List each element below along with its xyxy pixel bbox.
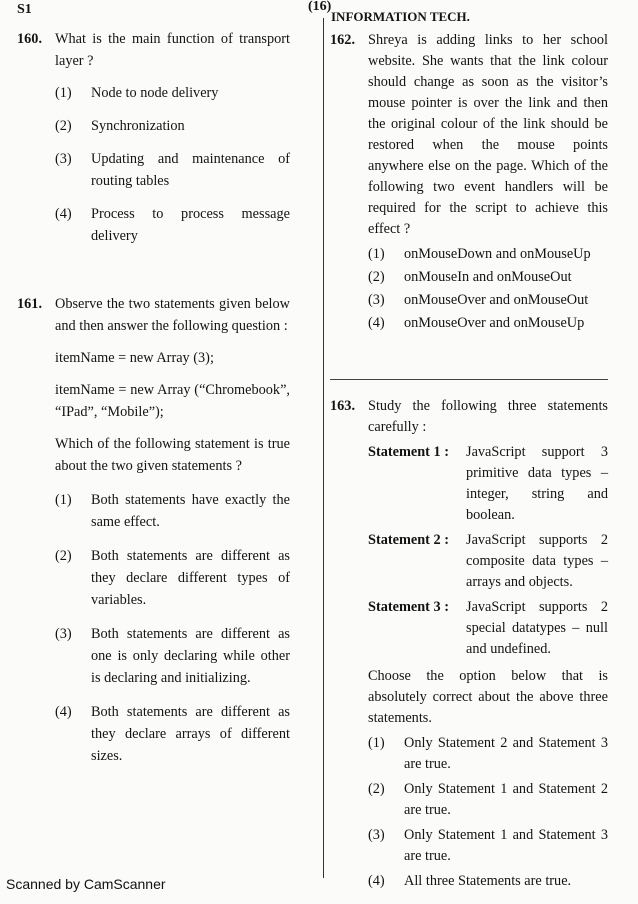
option: [55, 82, 290, 104]
statement-text: JavaScript supports 2 composite data types – arrays and objects.: [466, 532, 608, 590]
option-text: Updating and maintenance of routing tables: [91, 151, 290, 189]
option: [368, 779, 608, 821]
right-column-lower: [330, 396, 608, 904]
option-text: Both statements are different as they declare different types of variables.: [91, 548, 290, 608]
option-number: (1): [368, 735, 385, 751]
option: [368, 244, 608, 265]
option-number: (4): [55, 206, 72, 222]
option-number: (1): [55, 85, 72, 101]
option-text: onMouseIn and onMouseOut: [404, 269, 572, 285]
option-number: (2): [368, 269, 385, 285]
option: [368, 733, 608, 775]
option: [55, 623, 290, 689]
question-text: Study the following three statements carefully :: [368, 398, 608, 435]
section-rule: [330, 379, 608, 380]
option: [368, 313, 608, 334]
option-number: (3): [55, 626, 72, 642]
option-text: onMouseDown and onMouseUp: [404, 246, 591, 262]
question-number: 161.: [17, 296, 43, 312]
code-statement-2: itemName = new Array (“Chromebook”, “IPad”, “Mobile”);: [55, 382, 290, 420]
question-prompt: Which of the following statement is true about the two given statements ?: [55, 436, 290, 474]
option-number: (2): [55, 548, 72, 564]
statement-text: JavaScript support 3 primitive data types – integer, string and boolean.: [466, 444, 608, 523]
series-code: S1: [17, 2, 32, 17]
option-number: (1): [55, 492, 72, 508]
question-162: [330, 30, 608, 334]
code-statement-1: itemName = new Array (3);: [55, 350, 214, 366]
question-163: [330, 396, 608, 892]
option-number: (4): [368, 873, 385, 889]
statement-text: JavaScript supports 2 special datatypes – null and undefined.: [466, 599, 608, 657]
scanner-watermark: Scanned by CamScanner: [6, 876, 166, 892]
question-number: 160.: [17, 31, 43, 47]
question-prompt: Choose the option below that is absolutely correct about the above three statements.: [368, 668, 608, 726]
option: [368, 871, 608, 892]
option: [55, 701, 290, 767]
question-number: 163.: [330, 398, 356, 414]
option-number: (4): [55, 704, 72, 720]
option-number: (3): [368, 827, 385, 843]
question-161: [17, 293, 290, 767]
statement-label: Statement 1 :: [368, 444, 449, 460]
subject-title: INFORMATION TECH.: [331, 9, 470, 24]
question-160: [17, 28, 290, 247]
question-text: What is the main function of transport layer ?: [55, 31, 290, 69]
option-text: Synchronization: [91, 118, 185, 134]
option-text: onMouseOver and onMouseOut: [404, 292, 589, 308]
option: [55, 489, 290, 533]
left-column: [17, 28, 290, 779]
question-text: Observe the two statements given below and then answer the following question :: [55, 296, 290, 334]
option: [55, 545, 290, 611]
option-number: (2): [368, 781, 385, 797]
statement: [368, 597, 608, 660]
option-text: Only Statement 1 and Statement 3 are true.: [404, 827, 608, 864]
statement-label: Statement 3 :: [368, 599, 449, 615]
page-number: (16): [308, 0, 332, 14]
option-text: onMouseOver and onMouseUp: [404, 315, 585, 331]
option: [368, 825, 608, 867]
option: [368, 267, 608, 288]
option: [55, 115, 290, 137]
option-text: Both statements have exactly the same effect.: [91, 492, 290, 530]
option-text: Node to node delivery: [91, 85, 219, 101]
option-text: Both statements are different as one is only declaring while other is declaring and initializing.: [91, 626, 290, 686]
option-text: Both statements are different as they declare arrays of different sizes.: [91, 704, 290, 764]
option-number: (2): [55, 118, 72, 134]
option-text: Process to process message delivery: [91, 206, 290, 244]
option: [55, 203, 290, 247]
option-text: All three Statements are true.: [404, 873, 572, 889]
statement: [368, 530, 608, 593]
option-text: Only Statement 1 and Statement 2 are true.: [404, 781, 608, 818]
question-text: Shreya is adding links to her school website. She wants that the link colour should change as soon as the visitor’s mouse pointer is over the link and then the original colour of the link should be restored when the mouse points anywhere else on the page. Which of the following two event handlers will be required for the script to achieve this effect ?: [368, 32, 608, 237]
right-column: [330, 30, 608, 346]
option: [368, 290, 608, 311]
column-divider: [323, 18, 324, 878]
option-text: Only Statement 2 and Statement 3 are true.: [404, 735, 608, 772]
statement: [368, 442, 608, 526]
option-number: (4): [368, 315, 385, 331]
question-number: 162.: [330, 32, 356, 48]
statement-label: Statement 2 :: [368, 532, 449, 548]
option-number: (1): [368, 246, 385, 262]
option: [55, 148, 290, 192]
option-number: (3): [55, 151, 72, 167]
option-number: (3): [368, 292, 385, 308]
